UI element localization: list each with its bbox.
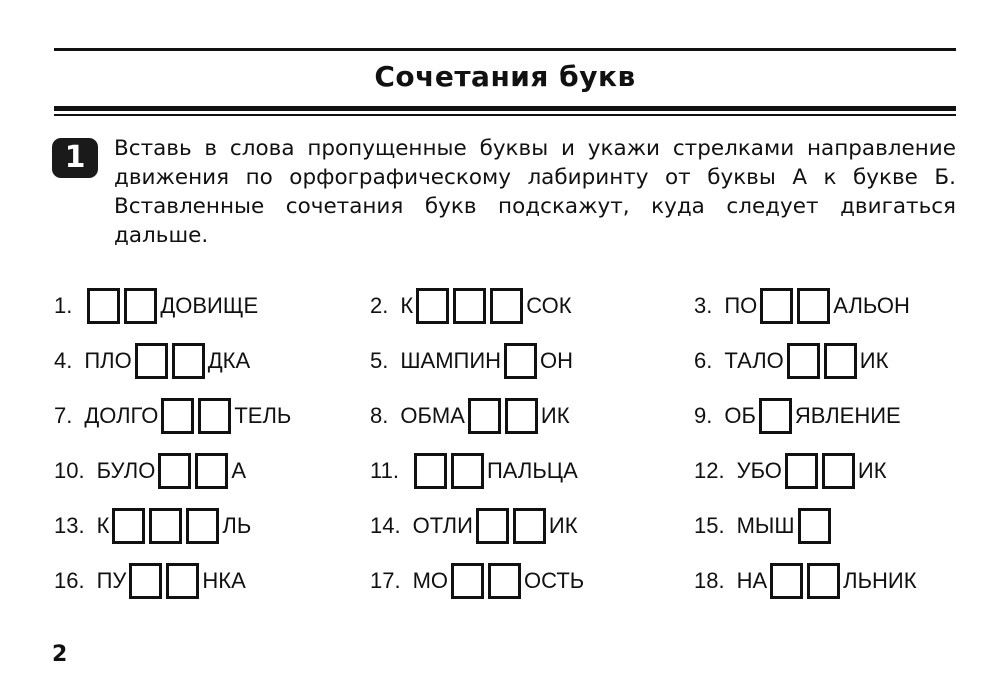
- letter-box[interactable]: [149, 508, 182, 544]
- letter-box[interactable]: [172, 343, 205, 379]
- item-number: 16.: [54, 568, 85, 593]
- word-end: ИК: [540, 403, 570, 428]
- letter-box[interactable]: [759, 398, 792, 434]
- letter-boxes: [158, 453, 228, 489]
- letter-boxes: [112, 508, 219, 544]
- letter-boxes: [798, 508, 831, 544]
- exercise-item: [54, 451, 246, 491]
- task-instructions: Вставь в слова пропущенные буквы и укажи стрелками направление движения по орфографическому лабиринту от буквы А к букве Б. Вставленные сочетания букв подскажут, куда следует двигаться дальше.: [114, 136, 956, 248]
- exercise-item: [370, 451, 578, 491]
- word-end: ДКА: [207, 348, 251, 373]
- word-end: ПАЛЬЦА: [486, 458, 578, 483]
- letter-box[interactable]: [135, 343, 168, 379]
- word-start: БУЛО: [96, 458, 156, 483]
- word-end: ИК: [548, 513, 578, 538]
- word-end: АЛЬОН: [833, 293, 910, 318]
- exercise-item: [54, 506, 251, 546]
- exercise-item: [694, 451, 887, 491]
- item-number: 8.: [370, 403, 389, 428]
- letter-box[interactable]: [807, 563, 840, 599]
- letter-box[interactable]: [198, 398, 231, 434]
- letter-boxes: [760, 288, 830, 324]
- letter-boxes: [770, 563, 840, 599]
- word-end: СОК: [526, 293, 572, 318]
- letter-box[interactable]: [504, 343, 537, 379]
- letter-boxes: [785, 453, 855, 489]
- letter-boxes: [451, 563, 521, 599]
- letter-box[interactable]: [416, 288, 449, 324]
- task-number-badge: 1: [52, 138, 98, 178]
- exercise-item: [694, 341, 888, 381]
- letter-box[interactable]: [798, 508, 831, 544]
- letter-box[interactable]: [186, 508, 219, 544]
- letter-box[interactable]: [476, 508, 509, 544]
- item-number: 7.: [54, 403, 73, 428]
- letter-box[interactable]: [112, 508, 145, 544]
- word-end: ЛЬ: [222, 513, 252, 538]
- letter-box[interactable]: [414, 453, 447, 489]
- exercise-item: [694, 506, 834, 546]
- exercise-item: [694, 396, 901, 436]
- letter-boxes: [504, 343, 537, 379]
- item-number: 5.: [370, 348, 389, 373]
- item-number: 2.: [370, 293, 389, 318]
- word-start: ОБ: [724, 403, 756, 428]
- letter-boxes: [129, 563, 199, 599]
- word-end: ИК: [857, 458, 887, 483]
- letter-box[interactable]: [124, 288, 157, 324]
- item-number: 3.: [694, 293, 713, 318]
- letter-box[interactable]: [488, 563, 521, 599]
- word-start: К: [96, 513, 110, 538]
- item-number: 6.: [694, 348, 713, 373]
- word-end: ТЕЛЬ: [234, 403, 292, 428]
- letter-box[interactable]: [451, 453, 484, 489]
- exercise-item: [370, 286, 572, 326]
- word-start: ПЛО: [84, 348, 132, 373]
- letter-box[interactable]: [195, 453, 228, 489]
- item-number: 10.: [54, 458, 85, 483]
- letter-box[interactable]: [453, 288, 486, 324]
- word-start: ДОЛГО: [84, 403, 159, 428]
- item-number: 17.: [370, 568, 401, 593]
- word-start: ПО: [724, 293, 758, 318]
- item-number: 4.: [54, 348, 73, 373]
- word-start: ШАМПИН: [400, 348, 502, 373]
- word-start: ОТЛИ: [412, 513, 473, 538]
- word-end: ЯВЛЕНИЕ: [794, 403, 901, 428]
- letter-boxes: [787, 343, 857, 379]
- letter-boxes: [161, 398, 231, 434]
- word-end: ЛЬНИК: [843, 568, 917, 593]
- letter-box[interactable]: [513, 508, 546, 544]
- letter-box[interactable]: [166, 563, 199, 599]
- word-end: ИК: [859, 348, 889, 373]
- word-start: МО: [412, 568, 449, 593]
- word-start: К: [400, 293, 414, 318]
- word-start: ОБМА: [400, 403, 465, 428]
- letter-box[interactable]: [760, 288, 793, 324]
- letter-boxes: [468, 398, 538, 434]
- letter-box[interactable]: [490, 288, 523, 324]
- word-end: А: [231, 458, 247, 483]
- item-number: 15.: [694, 513, 725, 538]
- item-number: 12.: [694, 458, 725, 483]
- item-number: 11.: [370, 458, 399, 483]
- exercise-item: [54, 561, 246, 601]
- letter-box[interactable]: [824, 343, 857, 379]
- letter-box[interactable]: [505, 398, 538, 434]
- letter-box[interactable]: [787, 343, 820, 379]
- item-number: 1.: [54, 293, 73, 318]
- word-end: ДОВИЩЕ: [160, 293, 259, 318]
- exercise-item: [370, 561, 584, 601]
- word-end: ОСТЬ: [524, 568, 585, 593]
- letter-boxes: [476, 508, 546, 544]
- word-start: НА: [736, 568, 768, 593]
- exercise-item: [370, 396, 570, 436]
- exercise-item: [54, 396, 291, 436]
- letter-boxes: [416, 288, 523, 324]
- letter-box[interactable]: [87, 288, 120, 324]
- title-underline-thin: [54, 114, 956, 116]
- letter-box[interactable]: [158, 453, 191, 489]
- letter-box[interactable]: [770, 563, 803, 599]
- letter-box[interactable]: [822, 453, 855, 489]
- title-underline-thick: [54, 106, 956, 111]
- top-rule: [54, 48, 956, 51]
- item-number: 13.: [54, 513, 85, 538]
- word-start: ПУ: [96, 568, 127, 593]
- exercise-item: [54, 341, 250, 381]
- word-start: УБО: [736, 458, 782, 483]
- item-number: 9.: [694, 403, 713, 428]
- letter-box[interactable]: [161, 398, 194, 434]
- word-start: МЫШ: [736, 513, 795, 538]
- exercise-item: [694, 561, 917, 601]
- word-start: ТАЛО: [724, 348, 784, 373]
- item-number: 18.: [694, 568, 725, 593]
- letter-boxes: [87, 288, 157, 324]
- exercise-item: [694, 286, 910, 326]
- word-end: ОН: [540, 348, 574, 373]
- letter-box[interactable]: [797, 288, 830, 324]
- letter-box[interactable]: [451, 563, 484, 599]
- letter-box[interactable]: [785, 453, 818, 489]
- page-title: Сочетания букв: [374, 60, 636, 93]
- exercise-item: [370, 506, 578, 546]
- item-number: 14.: [370, 513, 401, 538]
- letter-boxes: [135, 343, 205, 379]
- letter-box[interactable]: [468, 398, 501, 434]
- letter-boxes: [414, 453, 484, 489]
- exercise-item: [370, 341, 573, 381]
- page-number: 2: [52, 642, 68, 667]
- letter-box[interactable]: [129, 563, 162, 599]
- letter-boxes: [759, 398, 792, 434]
- exercise-item: [54, 286, 258, 326]
- word-end: НКА: [202, 568, 246, 593]
